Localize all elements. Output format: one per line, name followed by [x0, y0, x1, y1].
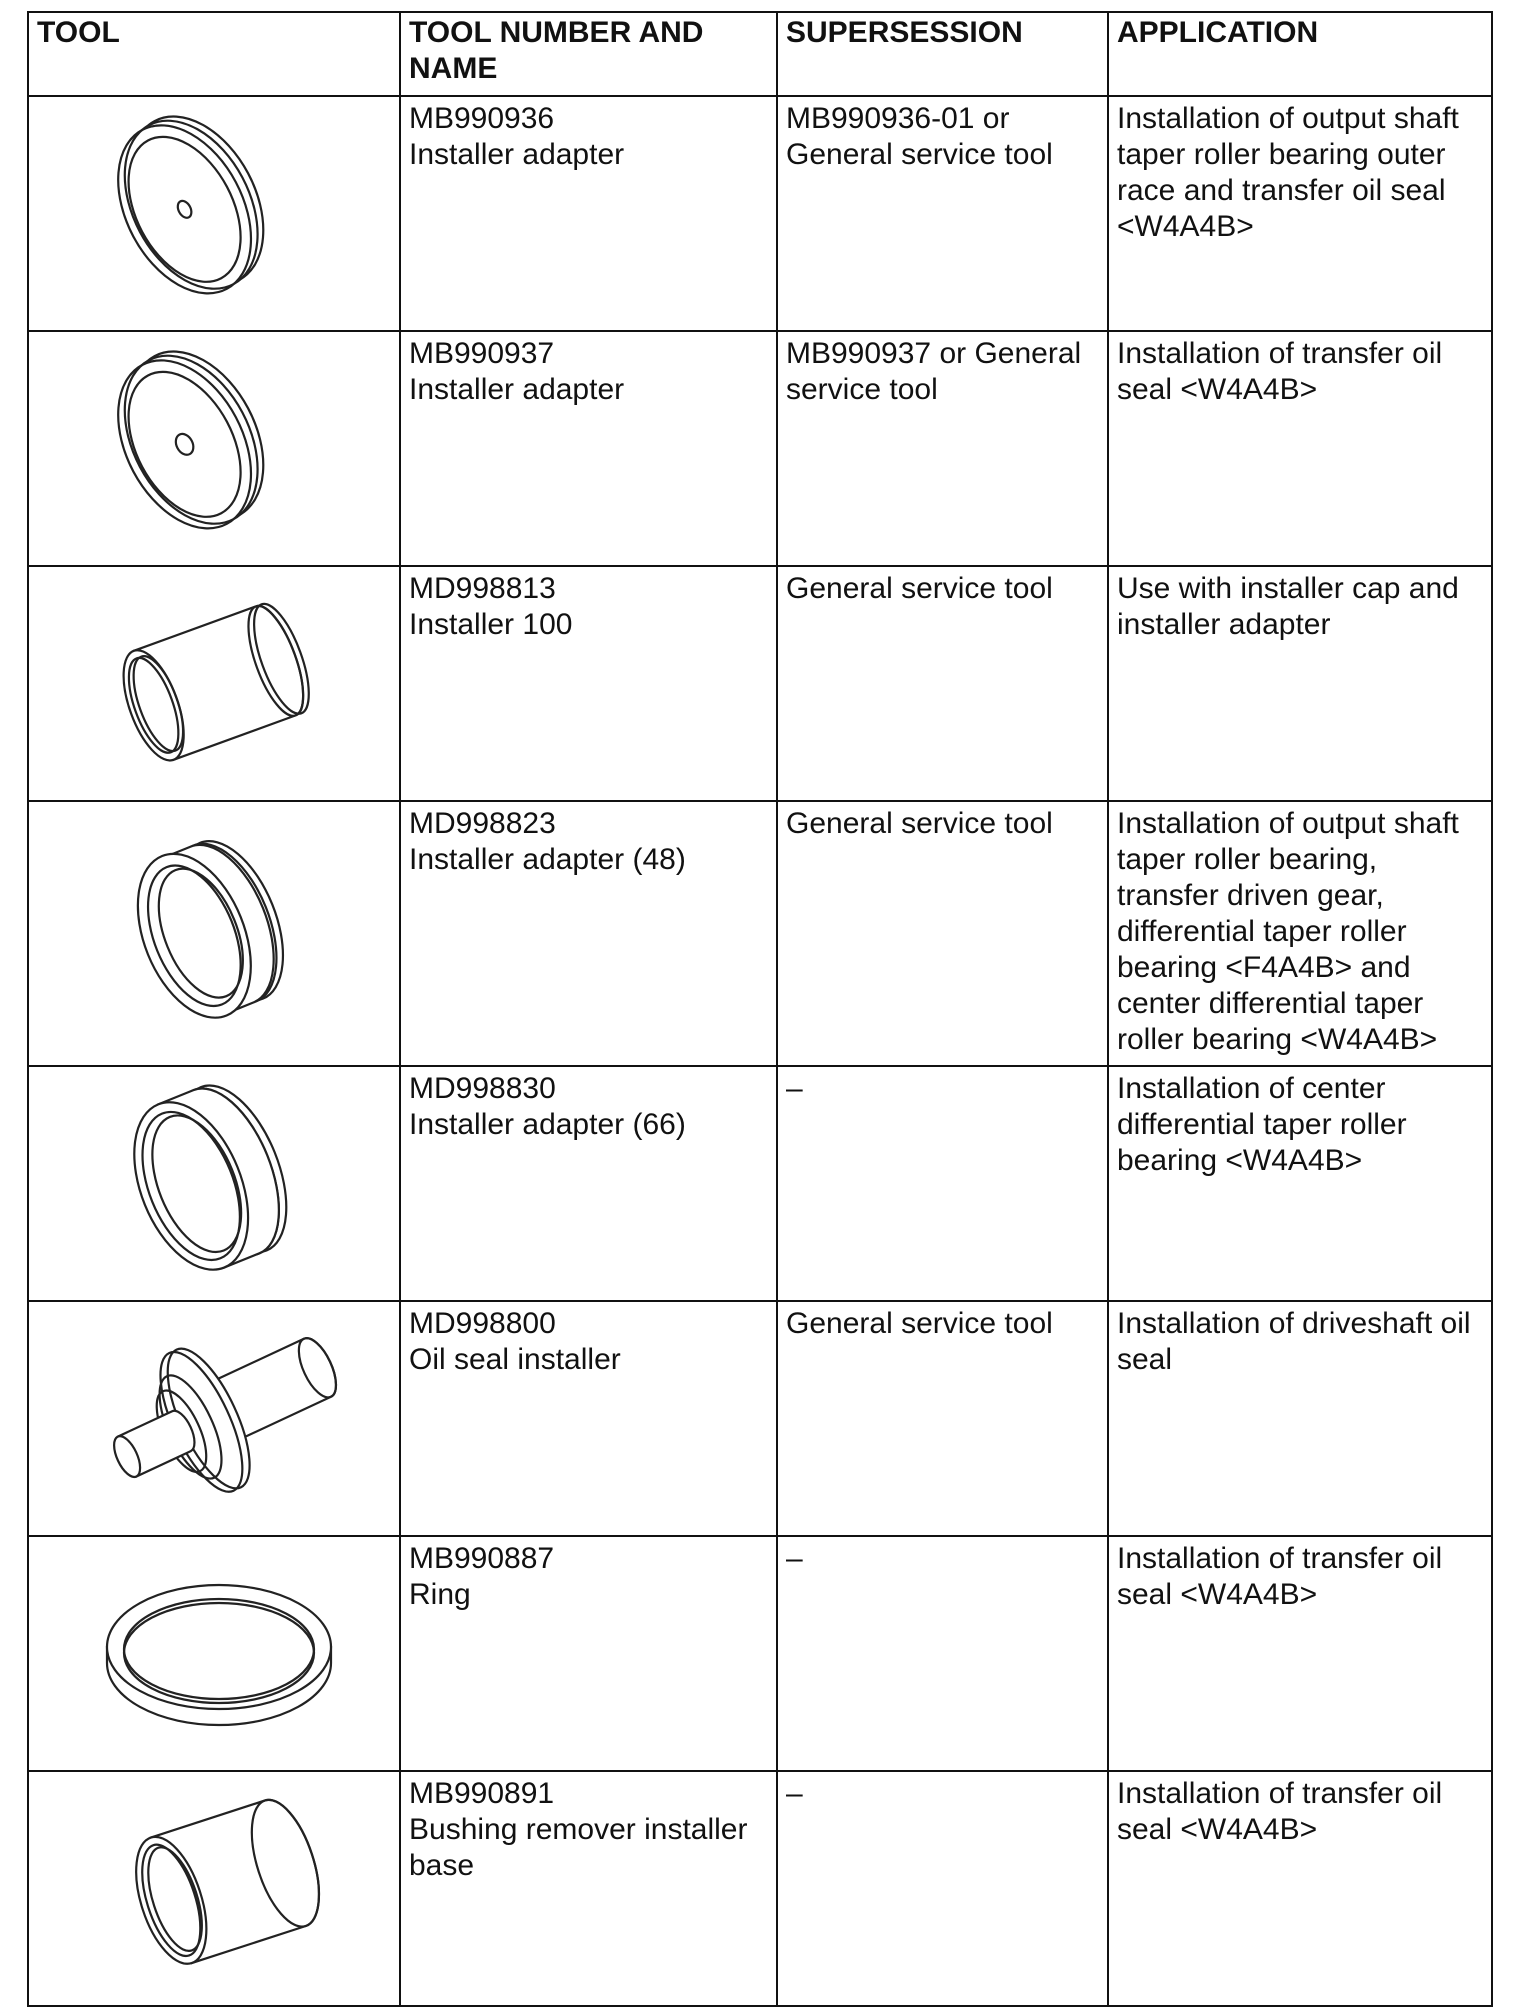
tool-number: MB990891	[409, 1777, 555, 1810]
tool-number-name-cell	[400, 566, 777, 801]
tool-name: Bushing remover installer	[409, 1813, 748, 1846]
tool-image-cell	[28, 1771, 400, 2006]
table-row	[28, 801, 1492, 1066]
tool-name: Installer adapter	[409, 373, 625, 406]
header-supersession: SUPERSESSION	[777, 12, 1108, 96]
application-cell: Installation of output shaft taper roller bearing outer race and transfer oil seal <W4A4B>	[1108, 96, 1492, 331]
bushing-installer-base-icon	[29, 1772, 401, 2001]
tool-image-cell	[28, 1536, 400, 1771]
tool-image-cell	[28, 566, 400, 801]
tool-number: MD998800	[409, 1307, 556, 1340]
application-cell: Installation of center differential taper roller bearing <W4A4B>	[1108, 1066, 1492, 1301]
tool-name: Ring	[409, 1578, 471, 1611]
table-row	[28, 566, 1492, 801]
supersession-cell: MB990936-01 or General service tool	[777, 96, 1108, 331]
tool-name: Installer adapter (48)	[409, 843, 686, 876]
header-application: APPLICATION	[1108, 12, 1492, 96]
supersession-cell: –	[777, 1536, 1108, 1771]
application-cell: Installation of transfer oil seal <W4A4B>	[1108, 331, 1492, 566]
tool-number-name-cell	[400, 1301, 777, 1536]
table-row	[28, 1066, 1492, 1301]
table-row	[28, 96, 1492, 331]
tool-number: MD998813	[409, 572, 556, 605]
tool-name: Installer 100	[409, 608, 573, 641]
tool-number-name-cell	[400, 331, 777, 566]
header-tool-number-name: TOOL NUMBER AND NAME	[400, 12, 777, 96]
application-cell: Use with installer cap and installer adapter	[1108, 566, 1492, 801]
tool-number: MB990937	[409, 337, 555, 370]
installer-ring-adapter-icon	[29, 802, 401, 1065]
tool-image-cell	[28, 96, 400, 331]
installer-adapter-disc-icon	[29, 97, 401, 326]
tool-number-name-cell	[400, 1771, 777, 2006]
tool-image-cell	[28, 1301, 400, 1536]
tool-name: base	[409, 1849, 475, 1882]
application-cell: Installation of transfer oil seal <W4A4B>	[1108, 1771, 1492, 2006]
supersession-cell: –	[777, 1066, 1108, 1301]
tool-number: MD998830	[409, 1072, 556, 1105]
ring-icon	[29, 1537, 401, 1766]
tool-number-name-cell	[400, 96, 777, 331]
special-tools-table	[27, 11, 1493, 2007]
tool-number-name-cell	[400, 1066, 777, 1301]
supersession-cell: –	[777, 1771, 1108, 2006]
table-header-row	[28, 12, 1492, 96]
supersession-cell: General service tool	[777, 1301, 1108, 1536]
table-row	[28, 331, 1492, 566]
tool-number-name-cell	[400, 801, 777, 1066]
installer-adapter-disc-icon	[29, 332, 401, 561]
tool-image-cell	[28, 331, 400, 566]
tool-image-cell	[28, 801, 400, 1066]
application-cell: Installation of driveshaft oil seal	[1108, 1301, 1492, 1536]
table-row	[28, 1771, 1492, 2006]
tool-name: Oil seal installer	[409, 1343, 621, 1376]
installer-cylinder-icon	[29, 567, 401, 796]
tool-number-name-cell	[400, 1536, 777, 1771]
oil-seal-installer-icon	[29, 1302, 401, 1531]
supersession-cell: MB990937 or General service tool	[777, 331, 1108, 566]
tool-number: MD998823	[409, 807, 556, 840]
application-cell: Installation of output shaft taper roller bearing, transfer driven gear, differential taper roller bearing <F4A4B> and center differential taper roller bearing <W4A4B>	[1108, 801, 1492, 1066]
table-row	[28, 1536, 1492, 1771]
tool-name: Installer adapter (66)	[409, 1108, 686, 1141]
table-row	[28, 1301, 1492, 1536]
header-tool: TOOL	[28, 12, 400, 96]
tool-image-cell	[28, 1066, 400, 1301]
supersession-cell: General service tool	[777, 801, 1108, 1066]
tool-number: MB990936	[409, 102, 555, 135]
application-cell: Installation of transfer oil seal <W4A4B>	[1108, 1536, 1492, 1771]
supersession-cell: General service tool	[777, 566, 1108, 801]
installer-ring-adapter-icon	[29, 1067, 401, 1296]
tool-name: Installer adapter	[409, 138, 625, 171]
tool-number: MB990887	[409, 1542, 555, 1575]
